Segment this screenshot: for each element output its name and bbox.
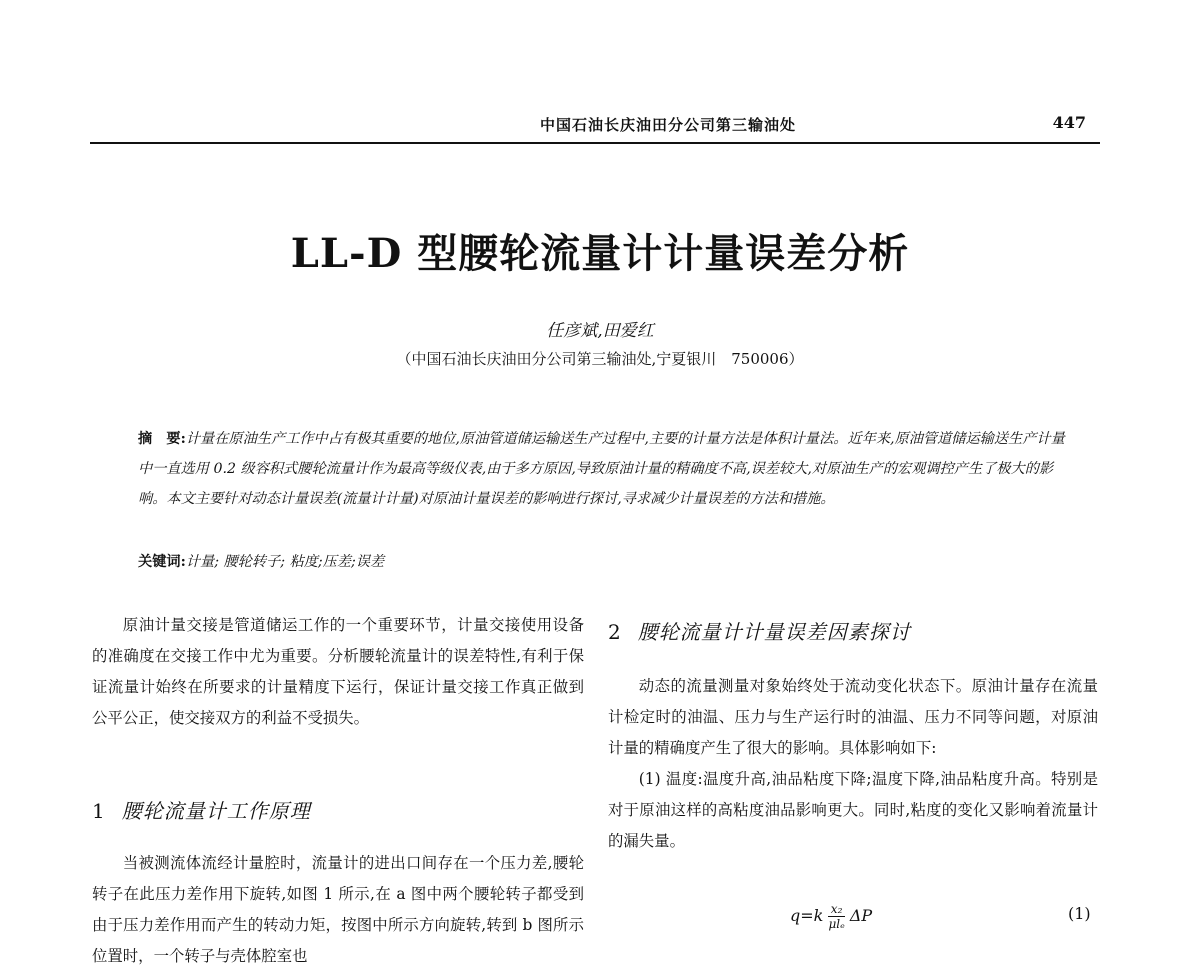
abstract (138, 424, 1068, 514)
intro-paragraph (92, 610, 584, 734)
keywords-text: 计量; 腰轮转子; 粘度;压差;误差 (185, 554, 385, 570)
running-title: 中国石油长庆油田分公司第三输油处 (540, 116, 797, 134)
equation-denominator: μlₑ (828, 917, 845, 931)
page-number: 447 (1052, 113, 1086, 132)
paper-title: LL-D 型腰轮流量计计量误差分析 (290, 230, 910, 277)
intro-text: 原油计量交接是管道储运工作的一个重要环节，计量交接使用设备的准确度在交接工作中尤为重要。分析腰轮流量计的误差特性,有利于保证流量计始终在所要求的计量精度下运行，保证计量交接工作真正做到公平公正，使交接双方的利益不受损失。 (92, 616, 584, 727)
section-2-heading (608, 616, 911, 645)
section-2-paragraph-2: (1) 温度:温度升高,油品粘度下降;温度下降,油品粘度升高。特别是对于原油这样的高粘度油品影响更大。同时,粘度的变化又影响着流量计的漏失量。 (608, 770, 1098, 850)
section-2-title: 腰轮流量计计量误差因素探讨 (637, 620, 911, 644)
affiliation: （中国石油长庆油田分公司第三输油处,宁夏银川 750006） (396, 350, 804, 368)
equation-fraction (828, 902, 844, 931)
section-1-title: 腰轮流量计工作原理 (121, 799, 311, 823)
equation-numerator: x₂ (828, 902, 844, 917)
equation-rhs: ΔP (849, 906, 873, 925)
abstract-label: 摘 要: (138, 431, 186, 447)
keywords-label: 关键词: (138, 554, 186, 570)
equation-number: (1) (1068, 904, 1091, 923)
running-header (90, 110, 1100, 144)
abstract-text: 计量在原油生产工作中占有极其重要的地位,原油管道储运输送生产过程中,主要的计量方法是体积计量法。近年来,原油管道储运输送生产计量中一直选用 0.2 级容积式腰轮流量计作为最高等级仪表,由于多方原因,导致原油计量的精确度不高,误差较大,对原油生产的宏观调控产生了极大的影响。本文主要针对动态计量误差(流量计计量)对原油计量误差的影响进行探讨,寻求减少计量误差的方法和措施。 (138, 431, 1065, 507)
section-1-number: 1 (92, 799, 106, 823)
authors: 任彦斌,田爱红 (546, 321, 654, 341)
section-2-body (608, 671, 1098, 857)
section-2-paragraph-1: 动态的流量测量对象始终处于流动变化状态下。原油计量存在流量计检定时的油温、压力与生产运行时的油温、压力不同等问题，对原油计量的精确度产生了很大的影响。具体影响如下: (608, 677, 1098, 757)
section-1-heading (92, 795, 311, 824)
keywords (138, 548, 1068, 576)
equation-lhs: q=k (790, 906, 824, 925)
section-1-paragraph (92, 848, 584, 972)
section-2-number: 2 (608, 620, 622, 644)
equation-1 (790, 902, 872, 931)
section-1-text: 当被测流体流经计量腔时，流量计的进出口间存在一个压力差,腰轮转子在此压力差作用下旋转,如图 1 所示,在 a 图中两个腰轮转子都受到由于压力差作用而产生的转动力矩，按图中所示方向旋转,转到 b 图所示位置时，一个转子与壳体腔室也 (92, 854, 584, 965)
